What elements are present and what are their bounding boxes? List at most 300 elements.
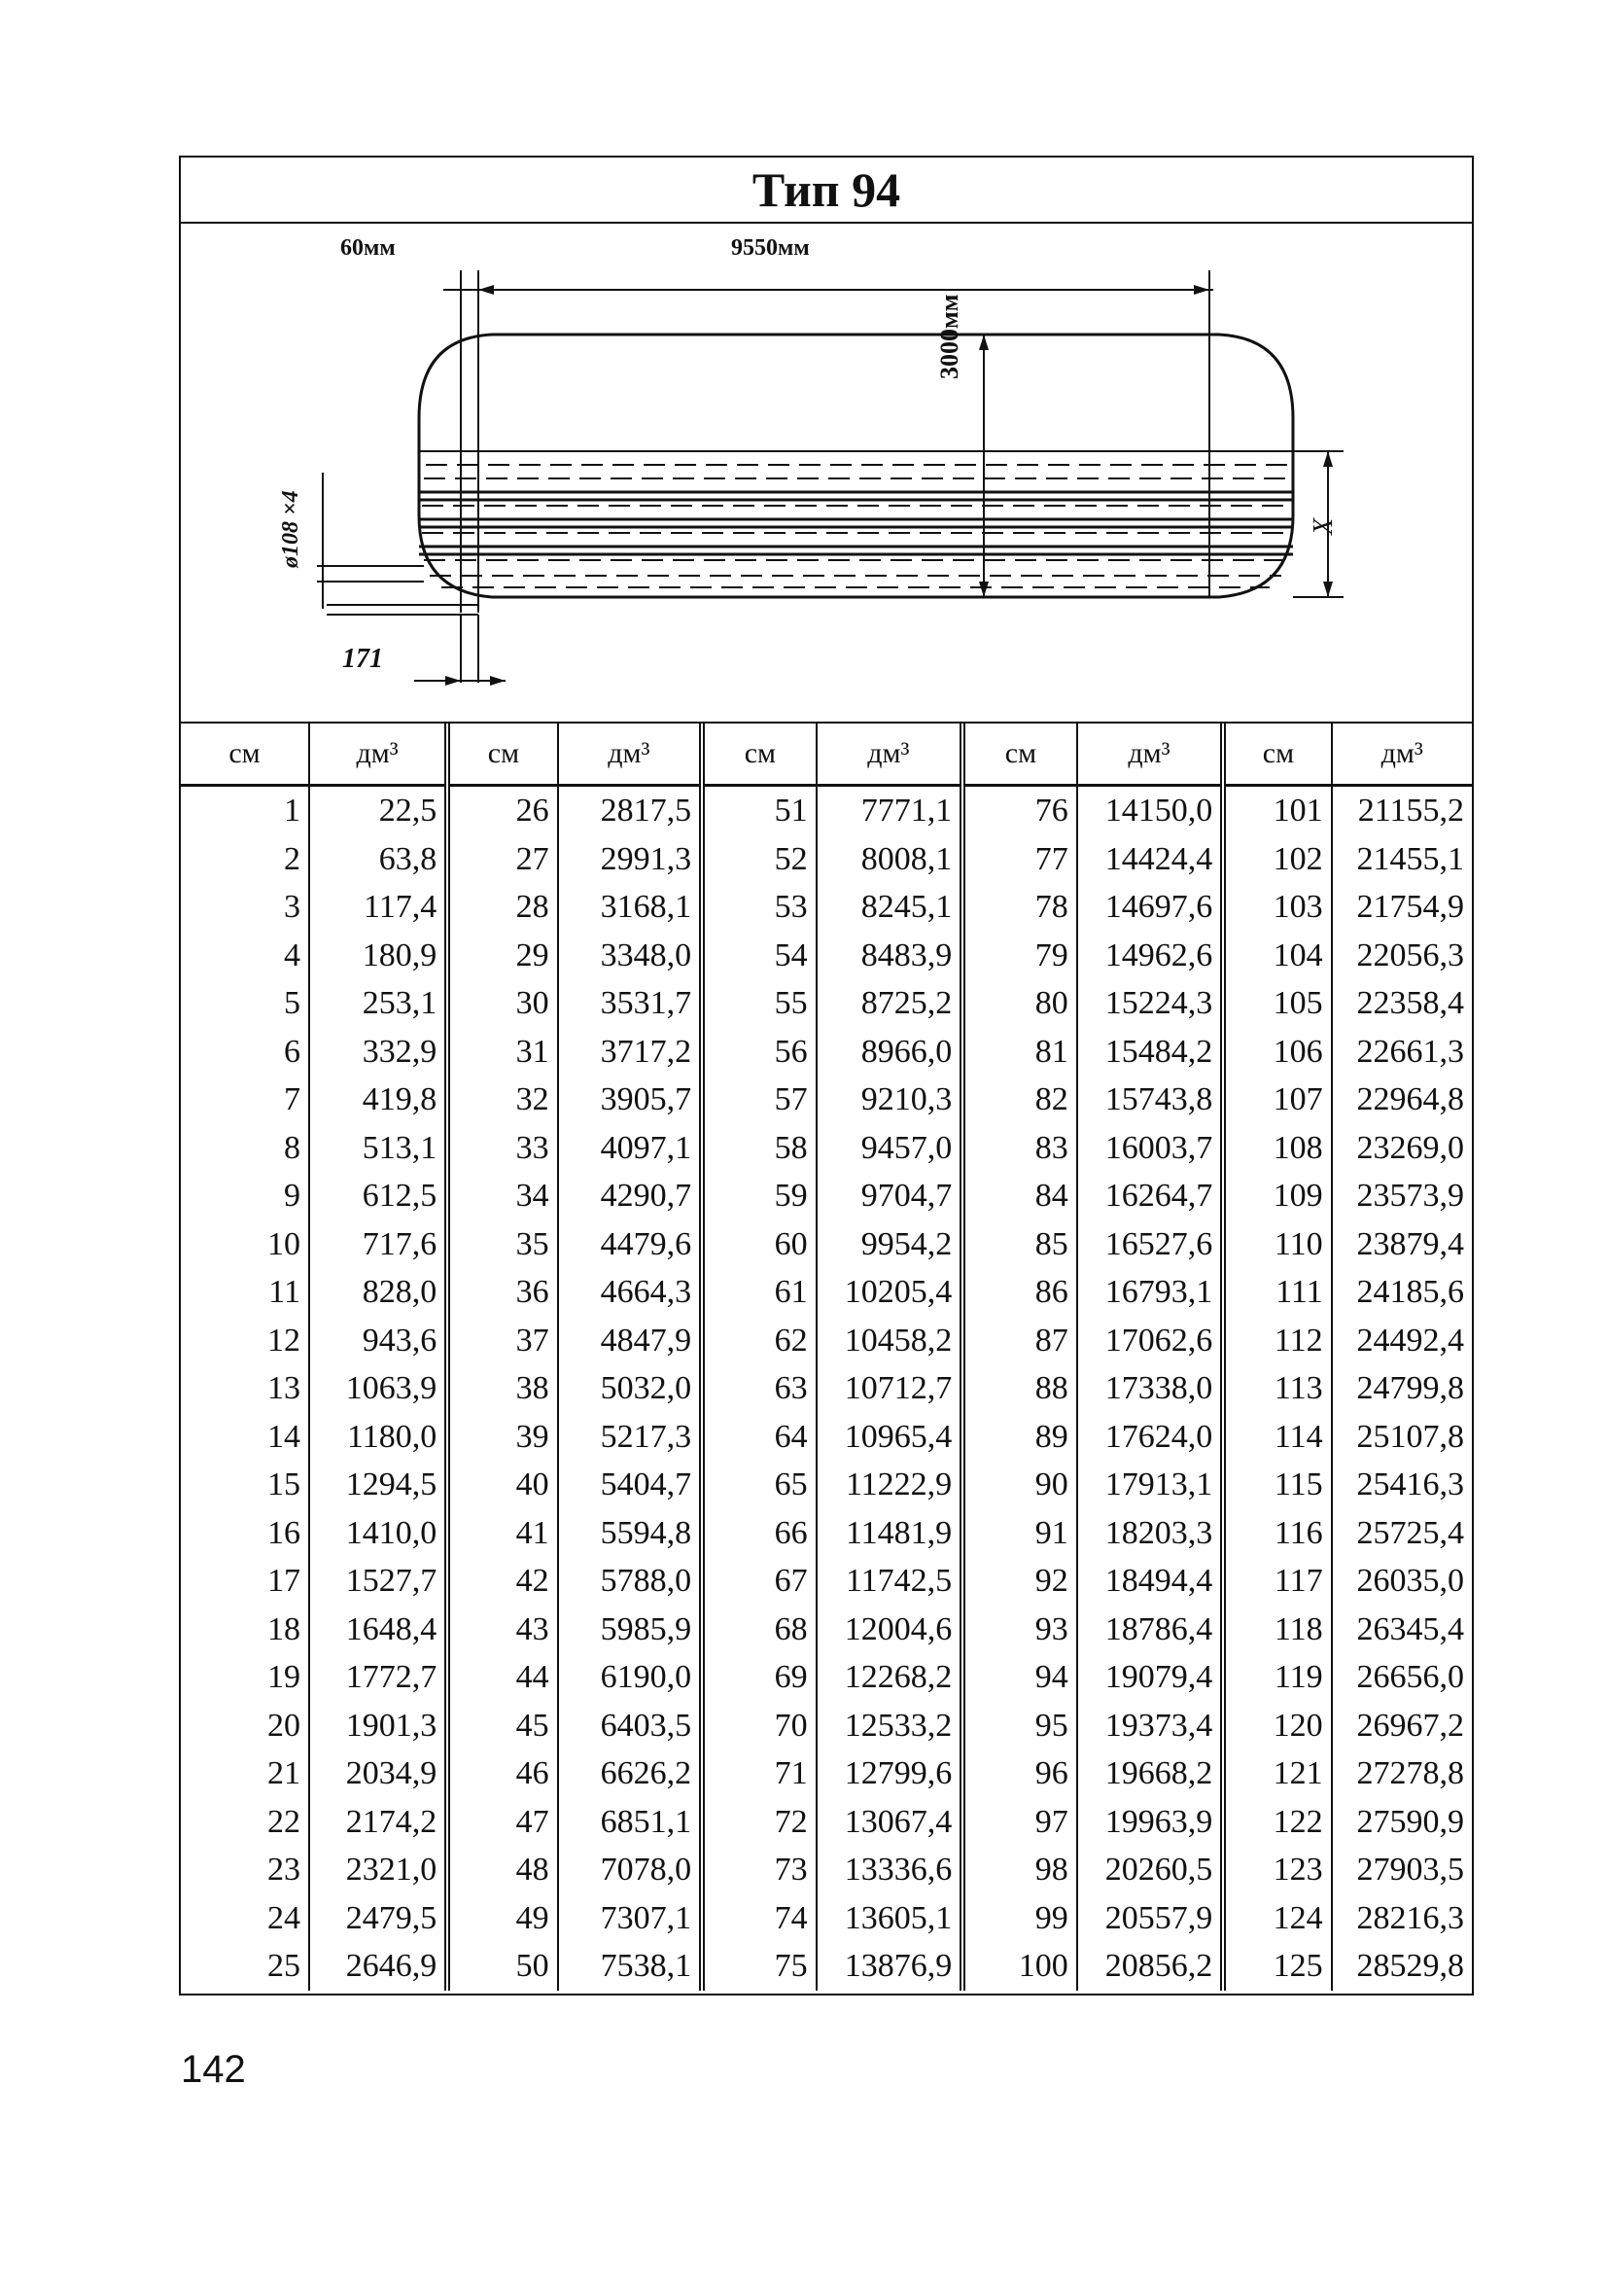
cell-dm3: 1772,7	[309, 1653, 447, 1702]
cell-dm3: 13876,9	[817, 1942, 963, 1991]
dim-top-left-label: 60мм	[340, 235, 396, 261]
cell-cm: 33	[447, 1124, 557, 1173]
cell-dm3: 3905,7	[558, 1076, 702, 1124]
cell-dm3: 10712,7	[817, 1364, 963, 1413]
cell-dm3: 15743,8	[1077, 1076, 1224, 1124]
cell-cm: 16	[181, 1509, 309, 1558]
cell-cm: 95	[962, 1702, 1077, 1750]
cell-dm3: 7078,0	[558, 1846, 702, 1894]
cell-dm3: 117,4	[309, 883, 447, 932]
cell-dm3: 15484,2	[1077, 1028, 1224, 1077]
cell-cm: 57	[702, 1076, 817, 1124]
cell-dm3: 10965,4	[817, 1413, 963, 1462]
cell-dm3: 23879,4	[1356, 1225, 1464, 1262]
cell-dm3: 1901,3	[309, 1702, 447, 1750]
cell-dm3: 19079,4	[1077, 1653, 1224, 1702]
cell-dm3: 3717,2	[558, 1028, 702, 1077]
cell-dm3: 11742,5	[817, 1557, 963, 1606]
cell-dm3: 19373,4	[1077, 1702, 1224, 1750]
cell-dm3: 8725,2	[817, 979, 963, 1028]
cell-dm3: 25725,4	[1356, 1514, 1464, 1551]
table-row	[181, 1220, 1472, 1269]
cell-dm3: 2991,3	[558, 835, 702, 884]
cell-dm3: 28216,3	[1356, 1899, 1464, 1936]
cell-dm3: 4479,6	[558, 1220, 702, 1269]
cell-dm3: 26035,0	[1356, 1563, 1464, 1600]
cell-cm: 108	[1223, 1124, 1331, 1173]
cell-dm3: 21455,1	[1356, 840, 1464, 877]
cell-dm3: 14150,0	[1077, 786, 1224, 835]
table-row	[181, 1268, 1472, 1317]
cell-cm: 45	[447, 1702, 557, 1750]
cell-dm3: 6190,0	[558, 1653, 702, 1702]
cell-dm3: 828,0	[309, 1268, 447, 1317]
cell-cm: 113	[1223, 1364, 1331, 1413]
cell-cm: 62	[702, 1317, 817, 1365]
cell-cm: 28	[447, 883, 557, 932]
cell-dm3: 4097,1	[558, 1124, 702, 1173]
cell-cm: 111	[1223, 1268, 1331, 1317]
cell-cm: 29	[447, 932, 557, 980]
cell-dm3: 13067,4	[817, 1798, 963, 1847]
dim-diameter-label: 3000мм	[935, 294, 963, 379]
table-row	[181, 1509, 1472, 1558]
cell-cm: 44	[447, 1653, 557, 1702]
level-x-label: X	[1309, 517, 1339, 535]
cell-dm3: 12268,2	[817, 1653, 963, 1702]
cell-dm3: 513,1	[309, 1124, 447, 1173]
cell-dm3: 15224,3	[1077, 979, 1224, 1028]
cell-cm: 121	[1223, 1749, 1331, 1798]
cell-cm: 30	[447, 979, 557, 1028]
cell-dm3: 2321,0	[309, 1846, 447, 1894]
cell-dm3: 24185,6	[1356, 1274, 1464, 1311]
cell-cm: 97	[962, 1798, 1077, 1847]
table-row	[181, 1653, 1472, 1702]
cell-cm: 38	[447, 1364, 557, 1413]
cell-cm: 122	[1223, 1798, 1331, 1847]
cell-dm3: 6851,1	[558, 1798, 702, 1847]
table-row	[181, 1172, 1472, 1220]
cell-cm: 47	[447, 1798, 557, 1847]
cell-cm: 125	[1223, 1942, 1331, 1991]
table-row	[181, 1894, 1472, 1943]
table-row	[181, 1076, 1472, 1124]
table-body	[181, 786, 1472, 1991]
cell-cm: 100	[962, 1942, 1077, 1991]
cell-dm3: 1410,0	[309, 1509, 447, 1558]
dim-top-length-label: 9550мм	[731, 235, 810, 261]
cell-cm: 120	[1223, 1702, 1331, 1750]
table-row	[181, 1749, 1472, 1798]
cell-cm: 70	[702, 1702, 817, 1750]
cell-dm3: 12799,6	[817, 1749, 963, 1798]
cell-cm: 41	[447, 1509, 557, 1558]
cell-dm3: 7771,1	[817, 786, 963, 835]
header-cm: см	[1223, 724, 1331, 786]
cell-dm3: 419,8	[309, 1076, 447, 1124]
cell-dm3: 11481,9	[817, 1509, 963, 1558]
cell-dm3: 7538,1	[558, 1942, 702, 1991]
dim-bottom-label: 171	[342, 644, 383, 674]
cell-dm3: 8245,1	[817, 883, 963, 932]
cell-dm3: 5217,3	[558, 1413, 702, 1462]
cell-dm3: 22661,3	[1356, 1033, 1464, 1070]
cell-cm: 8	[181, 1124, 309, 1173]
header-cm: см	[702, 724, 817, 786]
header-dm3: дм³	[1332, 724, 1472, 786]
header-cm: см	[962, 724, 1077, 786]
cell-cm: 22	[181, 1798, 309, 1847]
cell-dm3: 5594,8	[558, 1509, 702, 1558]
cell-dm3: 16003,7	[1077, 1124, 1224, 1173]
cell-dm3: 4290,7	[558, 1172, 702, 1220]
table-row	[181, 786, 1472, 835]
cell-cm: 48	[447, 1846, 557, 1894]
cell-cm: 61	[702, 1268, 817, 1317]
cell-cm: 42	[447, 1557, 557, 1606]
cell-dm3: 7307,1	[558, 1894, 702, 1943]
cell-cm: 23	[181, 1846, 309, 1894]
cell-cm: 43	[447, 1606, 557, 1654]
cell-dm3: 21754,9	[1356, 889, 1464, 926]
cell-dm3: 10205,4	[817, 1268, 963, 1317]
cell-cm: 26	[447, 786, 557, 835]
cell-cm: 14	[181, 1413, 309, 1462]
cell-cm: 9	[181, 1172, 309, 1220]
cell-cm: 105	[1223, 979, 1331, 1028]
cell-dm3: 180,9	[309, 932, 447, 980]
cell-cm: 112	[1223, 1317, 1331, 1365]
cell-dm3: 16793,1	[1077, 1268, 1224, 1317]
cell-dm3: 22358,4	[1356, 985, 1464, 1022]
cell-dm3: 1063,9	[309, 1364, 447, 1413]
cell-dm3: 2034,9	[309, 1749, 447, 1798]
cell-dm3: 1294,5	[309, 1461, 447, 1509]
cell-dm3: 14697,6	[1077, 883, 1224, 932]
cell-cm: 39	[447, 1413, 557, 1462]
cell-cm: 2	[181, 835, 309, 884]
cell-cm: 92	[962, 1557, 1077, 1606]
cell-dm3: 332,9	[309, 1028, 447, 1077]
cell-cm: 107	[1223, 1076, 1331, 1124]
cell-cm: 5	[181, 979, 309, 1028]
cell-dm3: 27590,9	[1356, 1803, 1464, 1840]
table-row	[181, 1798, 1472, 1847]
cell-cm: 56	[702, 1028, 817, 1077]
table-row	[181, 1942, 1472, 1991]
cell-dm3: 13336,6	[817, 1846, 963, 1894]
cell-cm: 104	[1223, 932, 1331, 980]
cell-cm: 55	[702, 979, 817, 1028]
cell-dm3: 24799,8	[1356, 1370, 1464, 1407]
table-row	[181, 1413, 1472, 1462]
cell-cm: 101	[1223, 786, 1331, 835]
cell-cm: 13	[181, 1364, 309, 1413]
cell-dm3: 26656,0	[1356, 1659, 1464, 1696]
cell-cm: 82	[962, 1076, 1077, 1124]
cell-cm: 49	[447, 1894, 557, 1943]
cell-cm: 21	[181, 1749, 309, 1798]
cell-dm3: 22964,8	[1356, 1081, 1464, 1118]
cell-cm: 98	[962, 1846, 1077, 1894]
cell-cm: 86	[962, 1268, 1077, 1317]
cell-dm3: 3531,7	[558, 979, 702, 1028]
cell-cm: 110	[1223, 1220, 1331, 1269]
cell-dm3: 3168,1	[558, 883, 702, 932]
cell-cm: 87	[962, 1317, 1077, 1365]
cell-dm3: 17624,0	[1077, 1413, 1224, 1462]
cell-dm3: 5032,0	[558, 1364, 702, 1413]
cell-dm3: 12533,2	[817, 1702, 963, 1750]
cell-cm: 78	[962, 883, 1077, 932]
heating-pipes	[419, 492, 1293, 554]
header-dm3: дм³	[817, 724, 963, 786]
cell-dm3: 17062,6	[1077, 1317, 1224, 1365]
cell-cm: 12	[181, 1317, 309, 1365]
cell-cm: 1	[181, 786, 309, 835]
cell-cm: 66	[702, 1509, 817, 1558]
cell-dm3: 6403,5	[558, 1702, 702, 1750]
cell-cm: 80	[962, 979, 1077, 1028]
cell-dm3: 18494,4	[1077, 1557, 1224, 1606]
cell-dm3: 22,5	[309, 786, 447, 835]
cell-cm: 50	[447, 1942, 557, 1991]
cell-dm3: 8008,1	[817, 835, 963, 884]
cell-dm3: 4847,9	[558, 1317, 702, 1365]
table-row	[181, 883, 1472, 932]
cell-dm3: 20856,2	[1077, 1942, 1224, 1991]
cell-cm: 37	[447, 1317, 557, 1365]
cell-cm: 90	[962, 1461, 1077, 1509]
table-row	[181, 1606, 1472, 1654]
cell-dm3: 27903,5	[1356, 1852, 1464, 1889]
cell-cm: 65	[702, 1461, 817, 1509]
table-row	[181, 1364, 1472, 1413]
cell-cm: 18	[181, 1606, 309, 1654]
cell-cm: 99	[962, 1894, 1077, 1943]
cell-cm: 77	[962, 835, 1077, 884]
cell-dm3: 11222,9	[817, 1461, 963, 1509]
cell-cm: 20	[181, 1702, 309, 1750]
cell-cm: 124	[1223, 1894, 1331, 1943]
cell-cm: 119	[1223, 1653, 1331, 1702]
header-cm: см	[181, 724, 309, 786]
cell-dm3: 2817,5	[558, 786, 702, 835]
cell-dm3: 16527,6	[1077, 1220, 1224, 1269]
cell-dm3: 1527,7	[309, 1557, 447, 1606]
cell-cm: 106	[1223, 1028, 1331, 1077]
cell-dm3: 2479,5	[309, 1894, 447, 1943]
cell-dm3: 8966,0	[817, 1028, 963, 1077]
cell-cm: 76	[962, 786, 1077, 835]
cell-dm3: 21155,2	[1357, 793, 1464, 830]
cell-cm: 74	[702, 1894, 817, 1943]
cell-cm: 109	[1223, 1172, 1331, 1220]
cell-cm: 68	[702, 1606, 817, 1654]
cell-cm: 31	[447, 1028, 557, 1077]
cell-cm: 73	[702, 1846, 817, 1894]
cell-dm3: 5985,9	[558, 1606, 702, 1654]
cell-dm3: 2646,9	[309, 1942, 447, 1991]
cell-dm3: 9457,0	[817, 1124, 963, 1173]
cell-cm: 52	[702, 835, 817, 884]
cell-dm3: 2174,2	[309, 1798, 447, 1847]
cell-dm3: 10458,2	[817, 1317, 963, 1365]
cell-dm3: 16264,7	[1077, 1172, 1224, 1220]
cell-cm: 54	[702, 932, 817, 980]
dimension-lines	[317, 270, 1344, 683]
table-row	[181, 1557, 1472, 1606]
table-row	[181, 1846, 1472, 1894]
cell-cm: 35	[447, 1220, 557, 1269]
cell-dm3: 23269,0	[1356, 1129, 1464, 1166]
cell-cm: 11	[181, 1268, 309, 1317]
cell-dm3: 26345,4	[1356, 1610, 1464, 1647]
cell-cm: 79	[962, 932, 1077, 980]
header-dm3: дм³	[309, 724, 447, 786]
cell-cm: 114	[1223, 1413, 1331, 1462]
cell-cm: 59	[702, 1172, 817, 1220]
cell-dm3: 18786,4	[1077, 1606, 1224, 1654]
cell-cm: 88	[962, 1364, 1077, 1413]
page-title: Тип 94	[181, 158, 1472, 224]
cell-cm: 72	[702, 1798, 817, 1847]
table-row	[181, 1461, 1472, 1509]
cell-cm: 53	[702, 883, 817, 932]
cell-cm: 60	[702, 1220, 817, 1269]
calibration-table-frame	[179, 156, 1474, 1996]
cell-cm: 85	[962, 1220, 1077, 1269]
cell-dm3: 3348,0	[558, 932, 702, 980]
table-row	[181, 1124, 1472, 1173]
cell-dm3: 17338,0	[1077, 1364, 1224, 1413]
cell-cm: 24	[181, 1894, 309, 1943]
cell-cm: 63	[702, 1364, 817, 1413]
cell-cm: 75	[702, 1942, 817, 1991]
cell-cm: 3	[181, 883, 309, 932]
table-row	[181, 1028, 1472, 1077]
cell-dm3: 27278,8	[1356, 1755, 1464, 1792]
cell-cm: 84	[962, 1172, 1077, 1220]
cell-dm3: 19668,2	[1077, 1749, 1224, 1798]
calibration-table-wrap	[181, 722, 1472, 1994]
page-number: 142	[181, 2048, 246, 2091]
table-row	[181, 835, 1472, 884]
cell-dm3: 63,8	[309, 835, 447, 884]
cell-cm: 64	[702, 1413, 817, 1462]
cell-cm: 102	[1223, 835, 1331, 884]
cell-dm3: 20557,9	[1077, 1894, 1224, 1943]
cell-cm: 116	[1223, 1509, 1331, 1558]
cell-cm: 94	[962, 1653, 1077, 1702]
cell-cm: 19	[181, 1653, 309, 1702]
cell-dm3: 612,5	[309, 1172, 447, 1220]
cell-dm3: 19963,9	[1077, 1798, 1224, 1847]
cell-cm: 71	[702, 1749, 817, 1798]
calibration-table	[181, 724, 1472, 1991]
cell-dm3: 18203,3	[1077, 1509, 1224, 1558]
cell-cm: 67	[702, 1557, 817, 1606]
cell-dm3: 25416,3	[1356, 1466, 1464, 1503]
cell-dm3: 28529,8	[1356, 1948, 1464, 1985]
cell-cm: 123	[1223, 1846, 1331, 1894]
cell-dm3: 4664,3	[558, 1268, 702, 1317]
cell-cm: 34	[447, 1172, 557, 1220]
cell-cm: 96	[962, 1749, 1077, 1798]
header-dm3: дм³	[1077, 724, 1224, 786]
cell-dm3: 22056,3	[1356, 936, 1464, 973]
cell-cm: 117	[1223, 1557, 1331, 1606]
dim-pipe-label: ø108 ×4	[278, 490, 303, 568]
cell-cm: 93	[962, 1606, 1077, 1654]
cell-dm3: 8483,9	[817, 932, 963, 980]
cell-cm: 81	[962, 1028, 1077, 1077]
cell-cm: 32	[447, 1076, 557, 1124]
cell-dm3: 23573,9	[1356, 1178, 1464, 1215]
cell-dm3: 20260,5	[1077, 1846, 1224, 1894]
cell-cm: 7	[181, 1076, 309, 1124]
cell-cm: 118	[1223, 1606, 1331, 1654]
cell-cm: 27	[447, 835, 557, 884]
table-header-row	[181, 724, 1472, 786]
cell-dm3: 6626,2	[558, 1749, 702, 1798]
cell-dm3: 17913,1	[1077, 1461, 1224, 1509]
cell-dm3: 25107,8	[1356, 1418, 1464, 1455]
cell-cm: 4	[181, 932, 309, 980]
cell-dm3: 12004,6	[817, 1606, 963, 1654]
cell-dm3: 943,6	[309, 1317, 447, 1365]
cell-dm3: 9704,7	[817, 1172, 963, 1220]
cell-cm: 115	[1223, 1461, 1331, 1509]
cell-cm: 40	[447, 1461, 557, 1509]
cell-dm3: 5788,0	[558, 1557, 702, 1606]
cell-dm3: 14424,4	[1077, 835, 1224, 884]
cell-dm3: 26967,2	[1356, 1707, 1464, 1744]
cell-dm3: 13605,1	[817, 1894, 963, 1943]
cell-dm3: 5404,7	[558, 1461, 702, 1509]
cell-dm3: 717,6	[309, 1220, 447, 1269]
cell-cm: 25	[181, 1942, 309, 1991]
cell-dm3: 1180,0	[309, 1413, 447, 1462]
table-row	[181, 932, 1472, 980]
cell-cm: 17	[181, 1557, 309, 1606]
cell-cm: 103	[1223, 883, 1331, 932]
cell-cm: 6	[181, 1028, 309, 1077]
cell-cm: 91	[962, 1509, 1077, 1558]
cell-cm: 83	[962, 1124, 1077, 1173]
cell-cm: 36	[447, 1268, 557, 1317]
table-row	[181, 1317, 1472, 1365]
cell-cm: 51	[702, 786, 817, 835]
cell-dm3: 9210,3	[817, 1076, 963, 1124]
cell-dm3: 1648,4	[309, 1606, 447, 1654]
cell-cm: 46	[447, 1749, 557, 1798]
cell-dm3: 24492,4	[1356, 1322, 1464, 1359]
cell-dm3: 14962,6	[1077, 932, 1224, 980]
tank-drawing	[181, 224, 1472, 722]
cell-cm: 15	[181, 1461, 309, 1509]
dimension-arrows	[445, 285, 1333, 686]
cell-dm3: 9954,2	[817, 1220, 963, 1269]
cell-cm: 89	[962, 1413, 1077, 1462]
table-row	[181, 1702, 1472, 1750]
cell-cm: 69	[702, 1653, 817, 1702]
cell-dm3: 253,1	[309, 979, 447, 1028]
header-cm: см	[447, 724, 557, 786]
table-row	[181, 979, 1472, 1028]
cell-cm: 58	[702, 1124, 817, 1173]
